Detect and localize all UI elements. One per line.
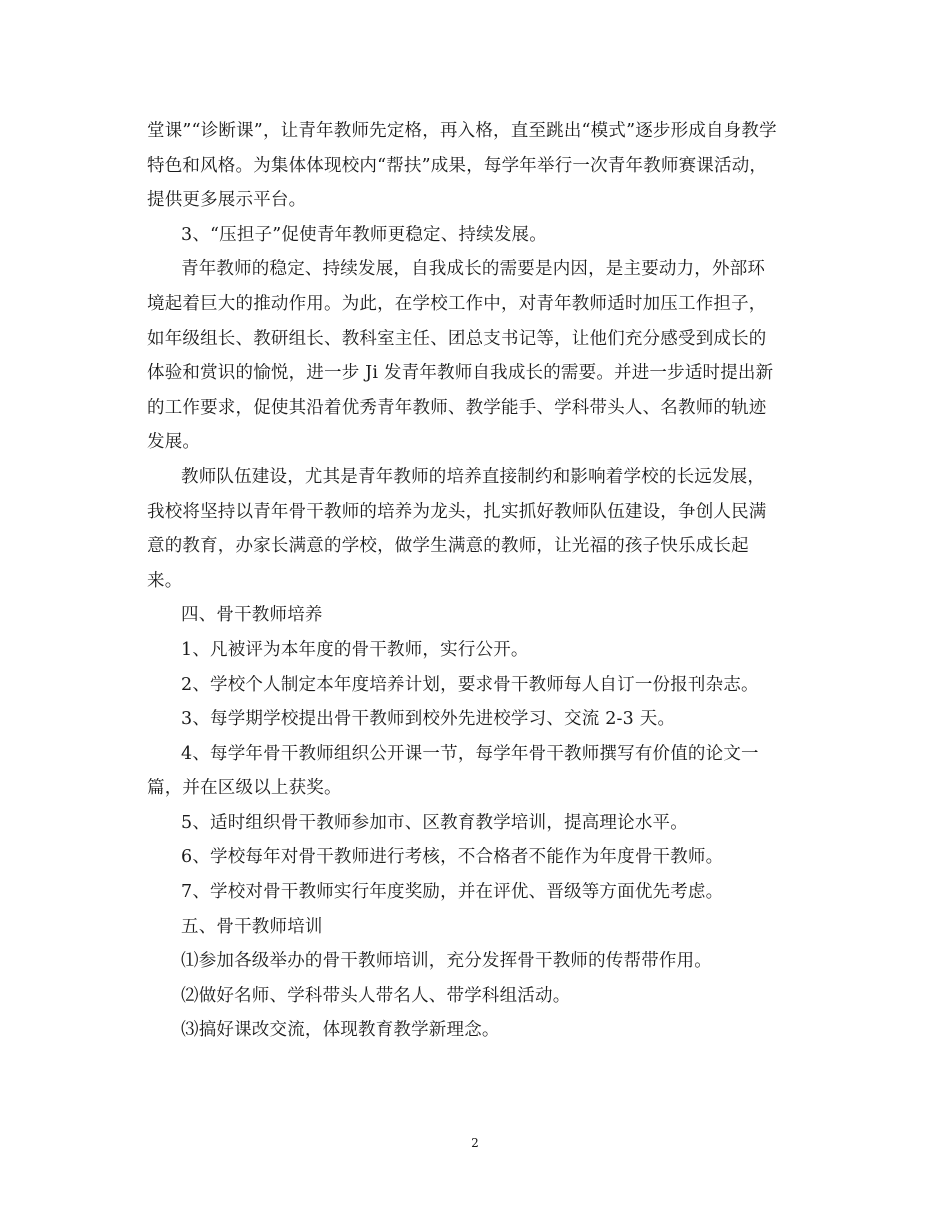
text-line: 4、每学年骨干教师组织公开课一节，每学年骨干教师撰写有价值的论文一 bbox=[181, 743, 759, 764]
text-line: 青年教师的稳定、持续发展，自我成长的需要是内因，是主要动力，外部环 bbox=[181, 259, 766, 280]
text-line: 3、每学期学校提出骨干教师到校外先进校学习、交流 2-3 天。 bbox=[181, 709, 676, 730]
text-line: ⑵做好名师、学科带头人带名人、带学科组活动。 bbox=[181, 985, 571, 1006]
text-line: ⑴参加各级举办的骨干教师培训，充分发挥骨干教师的传帮带作用。 bbox=[181, 951, 712, 972]
text-line: 5、适时组织骨干教师参加市、区教育教学培训，提高理论水平。 bbox=[181, 812, 688, 833]
text-line: 篇，并在区级以上获奖。 bbox=[147, 778, 342, 799]
text-line: 的工作要求，促使其沿着优秀青年教师、教学能手、学科带头人、名教师的轨迹 bbox=[147, 397, 767, 418]
text-line: 体验和赏识的愉悦，进一步 Ji 发青年教师自我成长的需要。并进一步适时提出新 bbox=[147, 363, 774, 384]
text-line: 四、骨干教师培养 bbox=[181, 605, 323, 626]
page-number: 2 bbox=[471, 1136, 479, 1150]
text-line: 堂课”“诊断课”，让青年教师先定格，再入格，直至跳出“模式”逐步形成自身教学 bbox=[147, 121, 777, 141]
text-line: 来。 bbox=[147, 570, 183, 591]
text-line: 3、“压担子”促使青年教师更稳定、持续发展。 bbox=[181, 224, 547, 245]
text-line: 发展。 bbox=[147, 432, 201, 453]
text-line: 境起着巨大的推动作用。为此，在学校工作中，对青年教师适时加压工作担子， bbox=[147, 293, 767, 314]
text-line: 如年级组长、教研组长、教科室主任、团总支书记等，让他们充分感受到成长的 bbox=[147, 328, 767, 349]
text-line: 五、骨干教师培训 bbox=[181, 916, 323, 937]
text-line: 7、学校对骨干教师实行年度奖励，并在评优、晋级等方面优先考虑。 bbox=[181, 882, 724, 903]
text-line: 特色和风格。为集体体现校内“帮扶”成果，每学年举行一次青年教师赛课活动， bbox=[147, 155, 768, 176]
text-line: ⑶搞好课改交流，体现教育教学新理念。 bbox=[181, 1020, 500, 1041]
text-line: 提供更多展示平台。 bbox=[147, 190, 307, 211]
text-line: 6、学校每年对骨干教师进行考核，不合格者不能作为年度骨干教师。 bbox=[181, 847, 724, 868]
text-line: 2、学校个人制定本年度培养计划，要求骨干教师每人自订一份报刊杂志。 bbox=[181, 674, 759, 695]
text-line: 意的教育，办家长满意的学校，做学生满意的教师，让光福的孩子快乐成长起 bbox=[147, 536, 749, 557]
document-body bbox=[147, 114, 812, 1048]
text-line: 我校将坚持以青年骨干教师的培养为龙头，扎实抓好教师队伍建设，争创人民满 bbox=[147, 501, 767, 522]
text-line: 1、凡被评为本年度的骨干教师，实行公开。 bbox=[181, 639, 529, 660]
text-line: 教师队伍建设，尤其是青年教师的培养直接制约和影响着学校的长远发展， bbox=[181, 466, 766, 487]
